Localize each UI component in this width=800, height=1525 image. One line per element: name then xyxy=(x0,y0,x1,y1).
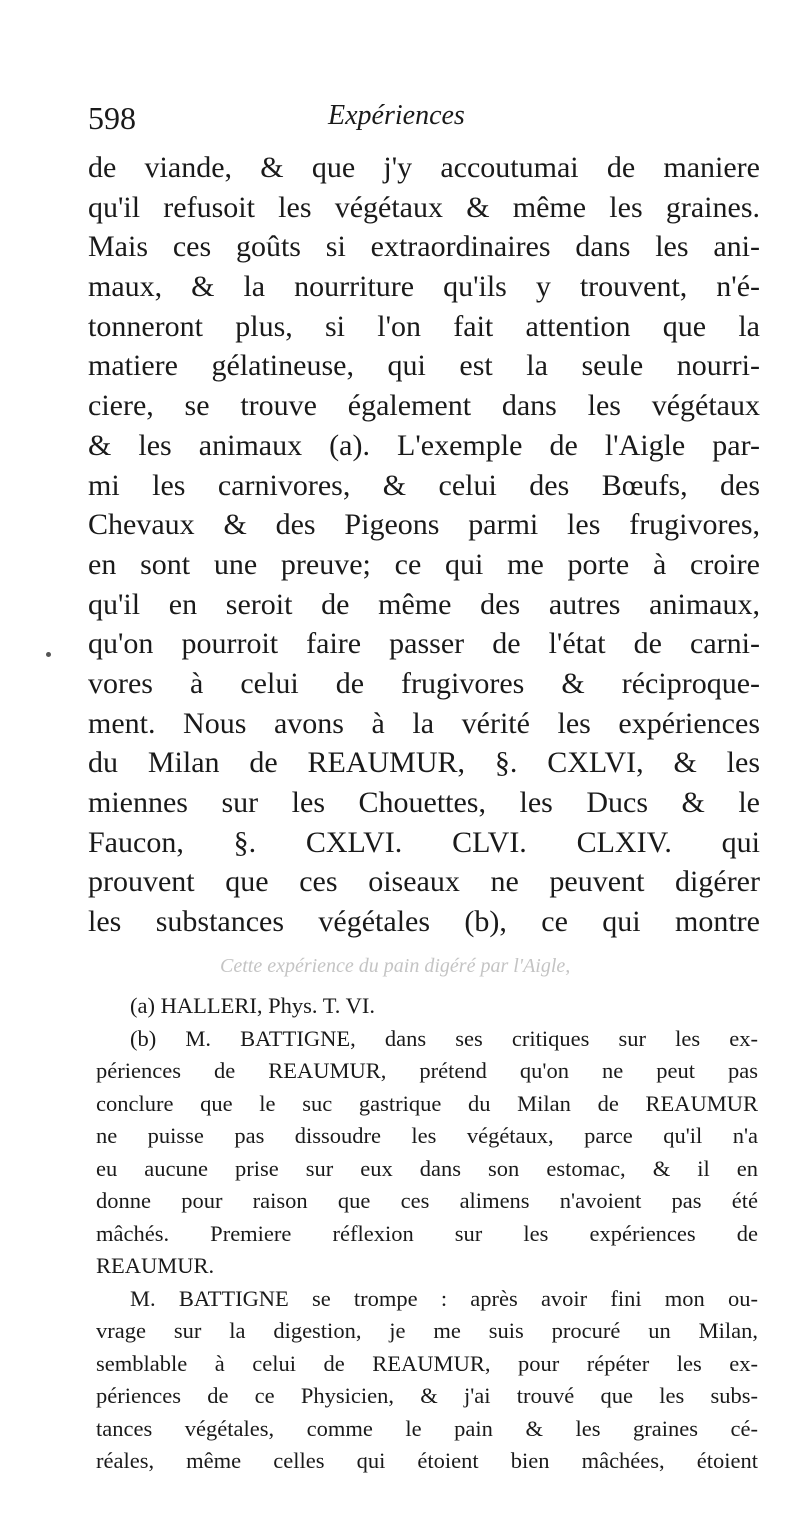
footnote-line: donne pour raison que ces alimens n'avoient pas été xyxy=(96,1188,758,1213)
running-head: Expériences xyxy=(328,100,465,131)
text-line: prouvent que ces oiseaux ne peuvent digérer xyxy=(88,865,760,899)
text-line: Chevaux & des Pigeons parmi les frugivores, xyxy=(88,508,760,542)
main-text xyxy=(88,148,760,942)
text-line: les substances végétales (b), ce qui montre xyxy=(88,905,760,939)
text-line: vores à celui de frugivores & réciproque- xyxy=(88,666,760,700)
text-line: ciere, se trouve également dans les végétaux xyxy=(88,389,760,423)
text-line: Faucon, §. CXLVI. CLVI. CLXIV. qui xyxy=(88,825,760,859)
text-line: miennes sur les Chouettes, les Ducs & le xyxy=(88,786,760,819)
footnotes xyxy=(96,990,758,1478)
footnote-line: conclure que le suc gastrique du Milan de REAUMUR xyxy=(96,1090,758,1116)
text-line: qu'on pourroit faire passer de l'état de carni- xyxy=(88,627,760,661)
page-number: 598 xyxy=(88,100,136,136)
text-line: Mais ces goûts si extraordinaires dans les ani- xyxy=(88,230,760,264)
show-through-text: Cette expérience du pain digéré par l'Aigle, xyxy=(220,955,571,977)
footnote-line: mâchés. Premiere réflexion sur les expériences de xyxy=(96,1220,758,1246)
footnote-line: (a) HALLERI, Phys. T. VI. xyxy=(130,993,375,1018)
text-line: tonneront plus, si l'on fait attention que la xyxy=(88,309,760,343)
margin-mark xyxy=(46,652,51,657)
footnote-line: (b) M. BATTIGNE, dans ses critiques sur les ex- xyxy=(130,1025,758,1051)
footnote-line: ne puisse pas dissoudre les végétaux, parce qu'il n'a xyxy=(96,1123,758,1148)
text-line: qu'il en seroit de même des autres animaux, xyxy=(88,587,760,621)
text-line: du Milan de REAUMUR, §. CXLVI, & les xyxy=(88,746,760,780)
footnote-line: périences de ce Physicien, & j'ai trouvé que les subs- xyxy=(96,1383,758,1408)
text-line: maux, & la nourriture qu'ils y trouvent, n'é- xyxy=(88,270,760,304)
text-line: mi les carnivores, & celui des Bœufs, des xyxy=(88,468,760,502)
footnote-line: M. BATTIGNE se trompe : après avoir fini mon ou- xyxy=(130,1285,758,1311)
page-header xyxy=(88,100,748,150)
text-line: qu'il refusoit les végétaux & même les graines. xyxy=(88,190,760,224)
footnote-line: eu aucune prise sur eux dans son estomac, & il en xyxy=(96,1155,758,1181)
footnote-line: vrage sur la digestion, je me suis procuré un Milan, xyxy=(96,1318,758,1343)
footnote-line: réales, même celles qui étoient bien mâchées, étoient xyxy=(96,1448,758,1473)
text-line: en sont une preuve; ce qui me porte à croire xyxy=(88,547,760,581)
text-line: matiere gélatineuse, qui est la seule nourri- xyxy=(88,349,760,383)
text-line: & les animaux (a). L'exemple de l'Aigle par- xyxy=(88,428,760,462)
footnote-line: semblable à celui de REAUMUR, pour répéter les ex- xyxy=(96,1350,758,1376)
footnote-line: REAUMUR. xyxy=(96,1253,215,1278)
text-line: ment. Nous avons à la vérité les expériences xyxy=(88,706,760,740)
footnote-line: tances végétales, comme le pain & les graines cé- xyxy=(96,1415,758,1441)
text-line: de viande, & que j'y accoutumai de maniere xyxy=(88,151,760,184)
footnote-line: périences de REAUMUR, prétend qu'on ne peut pas xyxy=(96,1058,758,1083)
